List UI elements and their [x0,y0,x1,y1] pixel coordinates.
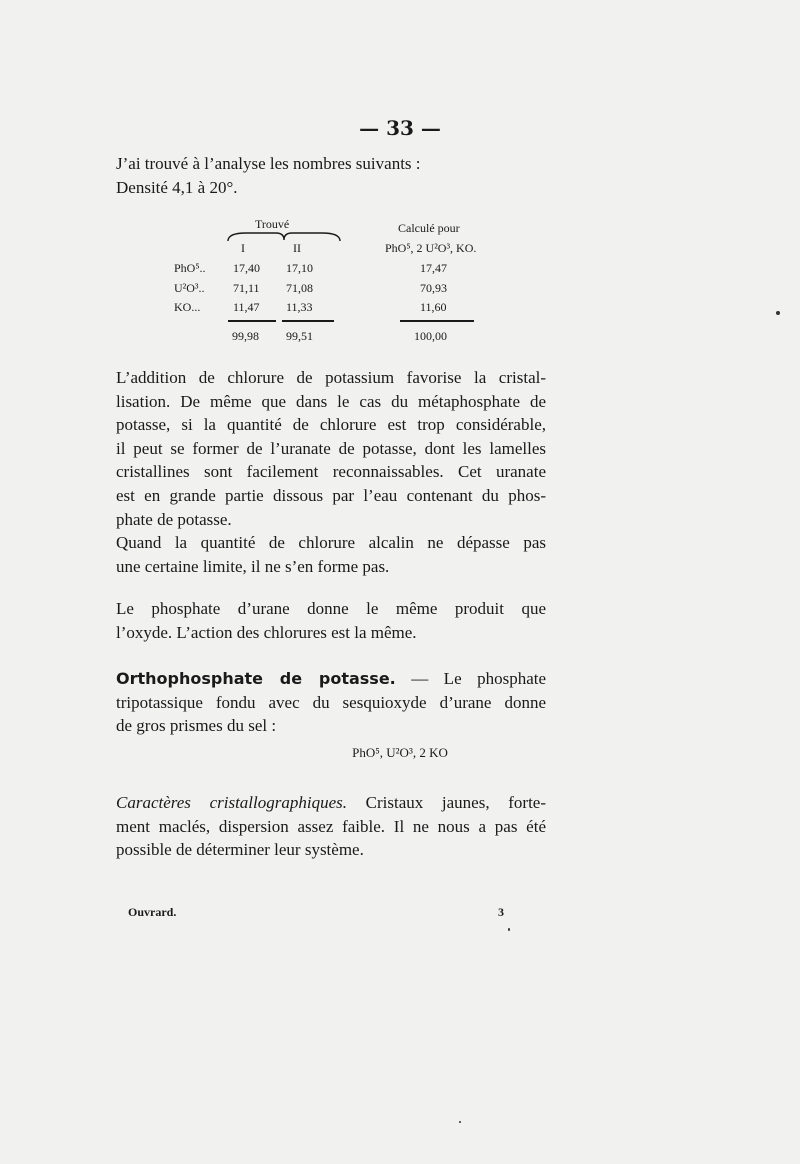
text-line: tripotassique fondu avec du sesquioxyde d’urane donne [116,692,546,712]
table-calc-header-2: PhO⁵, 2 U²O³, KO. [385,241,477,255]
paragraph-4 [116,791,546,862]
table-row-label: PhO⁵.. [174,261,206,275]
paragraph-4-first-line [116,791,546,815]
table-row-label: U²O³.. [174,281,205,295]
text-line: Le phosphate d’urane donne le même produit que [116,599,546,618]
table-cell: 70,93 [420,281,447,295]
paragraph-3 [116,597,546,644]
table-cell: 11,60 [420,300,447,314]
section-paragraph [116,667,546,738]
scan-speck [459,1121,461,1123]
text-line: L’addition de chlorure de potassium favorise la cristal- [116,368,546,387]
intro-line-2: Densité 4,1 à 20°. [116,177,238,197]
table-group-header: Trouvé [255,217,290,231]
intro-paragraph [116,152,546,199]
text-line: possible de déterminer leur système. [116,840,364,860]
text-line: est en grande partie dissous par l’eau contenant du phos- [116,485,546,505]
section-first-line [116,667,546,691]
table-sum-rule [400,320,474,322]
table-cell: 11,33 [286,300,313,314]
section-title: Orthophosphate de potasse. [116,669,396,688]
table-cell: 11,47 [233,300,260,314]
table-sum-rule [228,320,276,322]
text-line: cristallines sont facilement reconnaissables. Cet uranate [116,462,546,482]
table-row-label: KO... [174,300,201,314]
paragraph-4-rest: Cristaux jaunes, forte- [347,793,546,812]
table-total: 100,00 [414,329,447,343]
table-cell: 71,08 [286,281,313,295]
text-line: potasse, si la quantité de chlorure est trop considérable, [116,415,546,435]
paragraph-2 [116,531,546,578]
text-line: lisation. De même que dans le cas du métaphosphate de [116,391,546,411]
footer-signature: 3 [498,905,504,919]
table-cell: 17,10 [286,261,313,275]
italic-lead: Caractères cristallographiques. [116,793,347,812]
page-number: — 33 — [359,116,441,140]
table-calc-header-1: Calculé pour [398,221,460,235]
table-col1-header: I [241,241,245,255]
table-cell: 17,47 [420,261,447,275]
text-line: l’oxyde. L’action des chlorures est la même. [116,622,417,642]
table-col2-header: II [293,241,301,255]
text-line: il peut se former de l’uranate de potasse, dont les lamelles [116,438,546,458]
scan-speck [508,928,510,931]
table-total: 99,51 [286,329,313,343]
footer-author: Ouvrard. [128,905,177,919]
scan-speck [776,311,780,315]
text-line: une certaine limite, il ne s’en forme pas. [116,556,390,576]
text-line: ment maclés, dispersion assez faible. Il ne nous a pas été [116,816,546,836]
table-cell: 71,11 [233,281,260,295]
section-title-rest: — Le phosphate [395,669,547,688]
table-sum-rule [282,320,334,322]
intro-line-1: J’ai trouvé à l’analyse les nombres suivants : [116,154,421,173]
table-total: 99,98 [232,329,259,343]
text-line: Quand la quantité de chlorure alcalin ne dépasse pas [116,533,546,552]
text-line: de gros prismes du sel : [116,716,277,736]
table-cell: 17,40 [233,261,260,275]
chemical-formula: PhO⁵, U²O³, 2 KO [352,745,448,760]
text-line: phate de potasse. [116,509,232,529]
paragraph-1 [116,366,546,531]
